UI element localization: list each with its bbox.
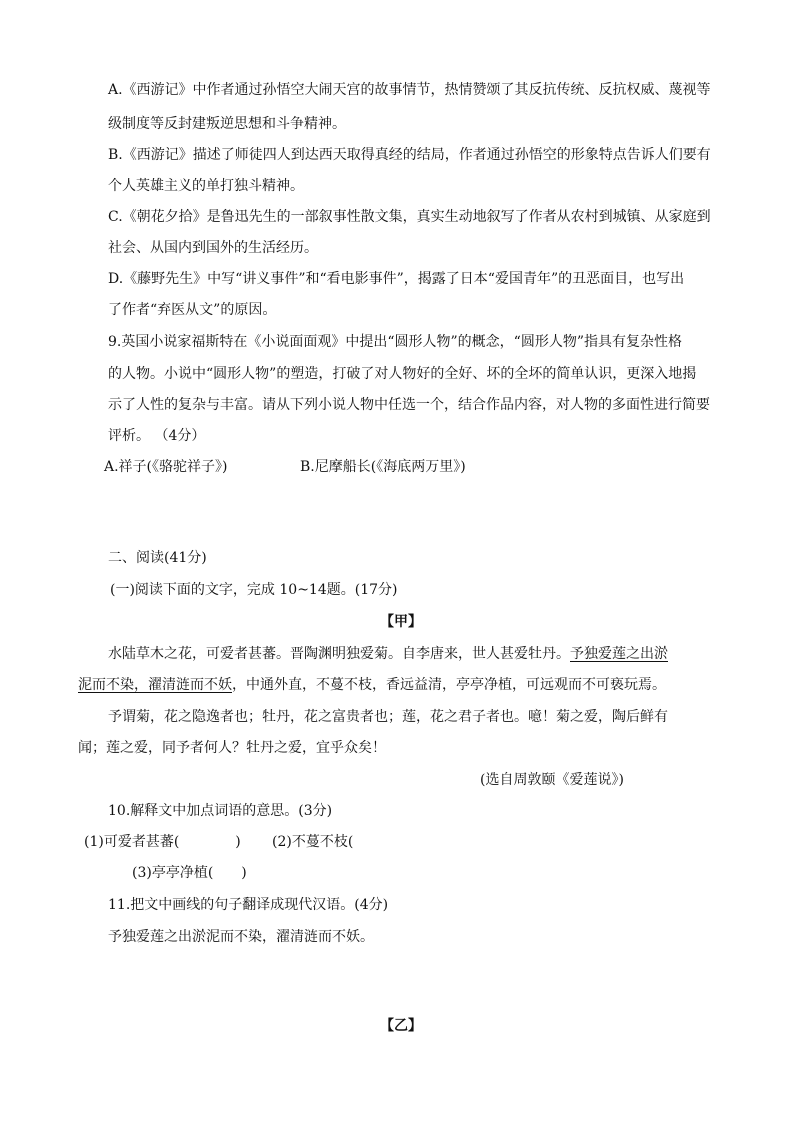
- option-b-line2: 个人英雄主义的单打独斗精神。: [108, 178, 304, 194]
- passage-underline-b: 泥而不染，濯清涟而不妖: [78, 677, 232, 693]
- q10-item-1: (1)可爱者甚蕃( ): [84, 834, 241, 850]
- option-a-line1: A.《西游记》中作者通过孙悟空大闹天宫的故事情节，热情赞颂了其反抗传统、反抗权威、蔑视等: [108, 82, 711, 98]
- q10-item-2: (2)不蔓不枝(: [272, 834, 354, 850]
- option-c-line2: 社会、从国内到国外的生活经历。: [108, 240, 318, 256]
- passage-p2-line1: 予谓菊，花之隐逸者也；牡丹，花之富贵者也；莲，花之君子者也。噫！菊之爱，陶后鲜有: [108, 709, 668, 725]
- option-d-line1: D.《藤野先生》中写“讲义事件”和“看电影事件”，揭露了日本“爱国青年”的丑恶面目，也写出: [108, 271, 685, 287]
- q10-title: 10.解释文中加点词语的意思。(3分): [108, 803, 333, 819]
- passage-underline-a: 予独爱莲之出淤: [570, 646, 668, 662]
- yi-title: 【乙】: [380, 1018, 422, 1034]
- section-heading: 二、阅读(41分): [108, 550, 207, 566]
- q9-choice-b: B.尼摩船长(《海底两万里》): [300, 459, 466, 475]
- q10-item-3: (3)亭亭净植( ): [132, 865, 247, 881]
- q11-title: 11.把文中画线的句子翻译成现代汉语。(4分): [108, 897, 389, 913]
- q9-line4: 评析。 （4分）: [108, 428, 206, 444]
- q9-line2: 的人物。小说中“圆形人物”的塑造，打破了对人物好的全好、坏的全坏的简单认识，更深入地揭: [108, 366, 697, 382]
- q9-line1: 9.英国小说家福斯特在《小说面面观》中提出“圆形人物”的概念，“圆形人物”指具有复杂性格: [108, 334, 682, 350]
- q9-choice-a: A.祥子(《骆驼祥子》): [104, 459, 228, 475]
- q11-sentence: 予独爱莲之出淤泥而不染，濯清涟而不妖。: [108, 929, 374, 945]
- option-c-line1: C.《朝花夕拾》是鲁迅先生的一部叙事性散文集，真实生动地叙写了作者从农村到城镇、从家庭到: [108, 209, 711, 225]
- passage-p1-line2: [78, 675, 666, 695]
- passage-p2-line2: 闻；莲之爱，同予者何人？牡丹之爱，宜乎众矣！: [78, 740, 386, 756]
- passage-p1-line1: [108, 644, 668, 664]
- q9-line3: 示了人性的复杂与丰富。请从下列小说人物中任选一个，结合作品内容，对人物的多面性进行简要: [108, 397, 710, 413]
- passage-source: (选自周敦颐《爱莲说》): [480, 772, 624, 788]
- jia-title: 【甲】: [380, 614, 422, 630]
- passage-p1-text-b: ，中通外直，不蔓不枝，香远益清，亭亭净植，可远观而不可亵玩焉。: [232, 677, 666, 693]
- option-b-line1: B.《西游记》描述了师徒四人到达西天取得真经的结局，作者通过孙悟空的形象特点告诉人们要有: [108, 147, 711, 163]
- passage-p1-text-a: 水陆草木之花，可爱者甚蕃。晋陶渊明独爱菊。自李唐来，世人甚爱牡丹。: [108, 646, 570, 662]
- section-subheading: (一)阅读下面的文字，完成 10~14题。(17分): [110, 582, 398, 598]
- option-a-line2: 级制度等反封建叛逆思想和斗争精神。: [108, 116, 346, 132]
- option-d-line2: 了作者“弃医从文”的原因。: [108, 302, 277, 318]
